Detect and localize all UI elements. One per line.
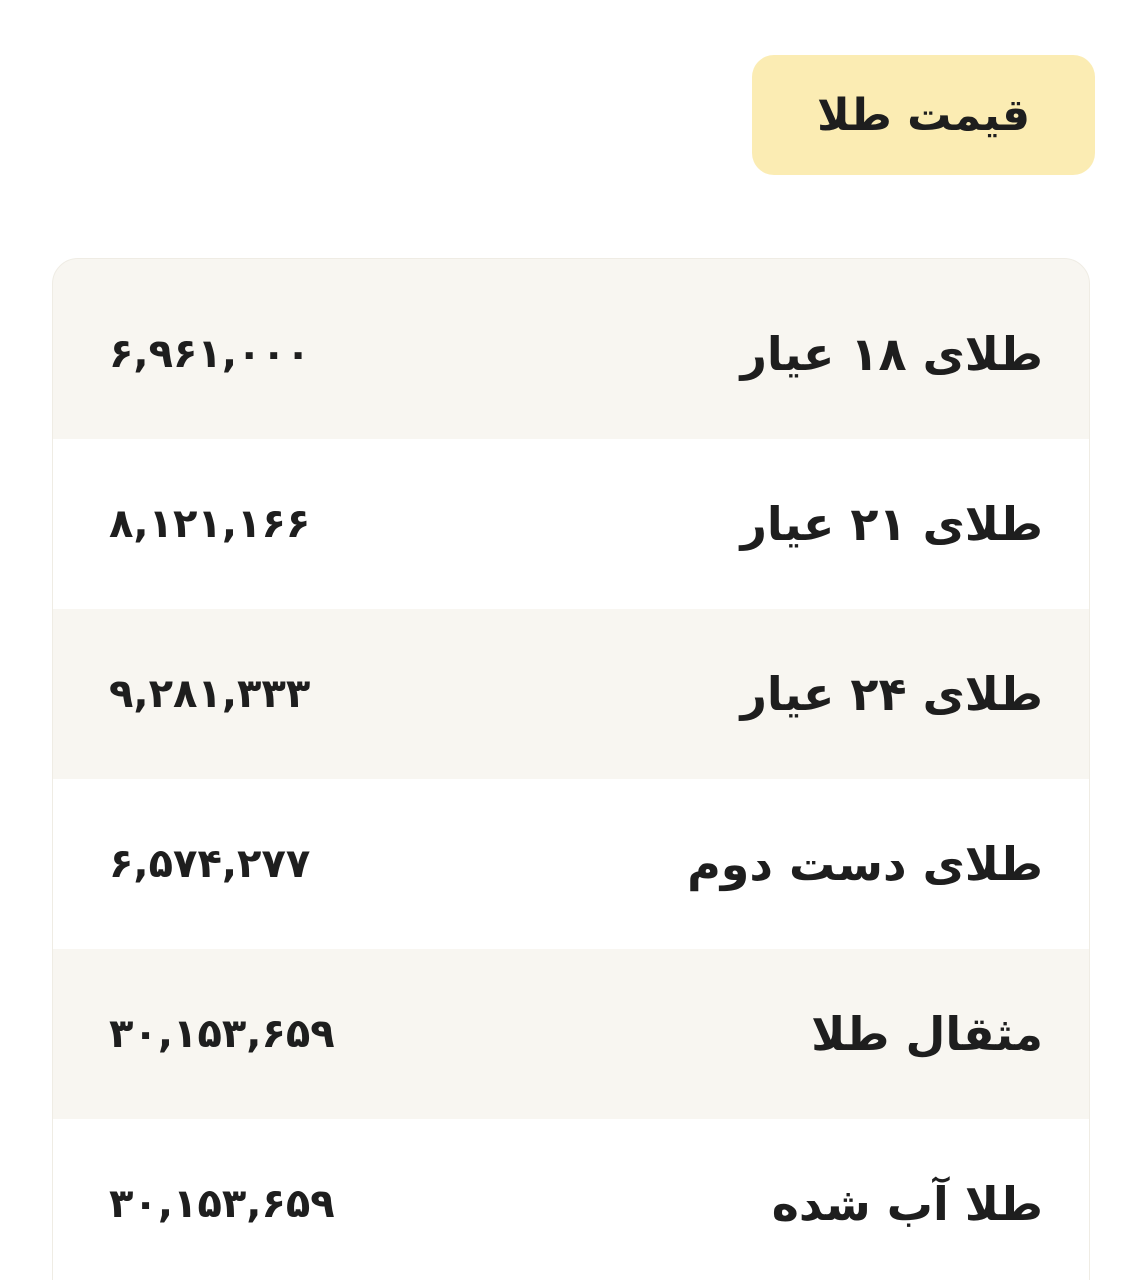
price-row-value: ۳۰,۱۵۳,۶۵۹ (109, 1181, 335, 1227)
price-row-label: طلای ۱۸ عیار (740, 327, 1043, 381)
price-row-melted (53, 1119, 1089, 1280)
price-row-24k (53, 609, 1089, 779)
gold-price-tab-label: قیمت طلا (816, 89, 1031, 141)
price-row-value: ۶,۹۶۱,۰۰۰ (109, 331, 311, 377)
price-row-21k (53, 439, 1089, 609)
price-row-label: طلای ۲۴ عیار (740, 667, 1043, 721)
price-row-value: ۸,۱۲۱,۱۶۶ (109, 501, 311, 547)
price-table-card (52, 258, 1090, 1280)
gold-price-tab[interactable] (752, 55, 1095, 175)
price-row-secondhand (53, 779, 1089, 949)
price-row-value: ۶,۵۷۴,۲۷۷ (109, 841, 311, 887)
price-row-mesghal (53, 949, 1089, 1119)
price-row-label: مثقال طلا (811, 1007, 1043, 1061)
price-row-label: طلای دست دوم (687, 837, 1043, 891)
price-row-label: طلا آب شده (771, 1177, 1043, 1231)
price-row-18k (53, 269, 1089, 439)
price-row-label: طلای ۲۱ عیار (740, 497, 1043, 551)
price-row-value: ۳۰,۱۵۳,۶۵۹ (109, 1011, 335, 1057)
price-row-value: ۹,۲۸۱,۳۳۳ (109, 671, 311, 717)
